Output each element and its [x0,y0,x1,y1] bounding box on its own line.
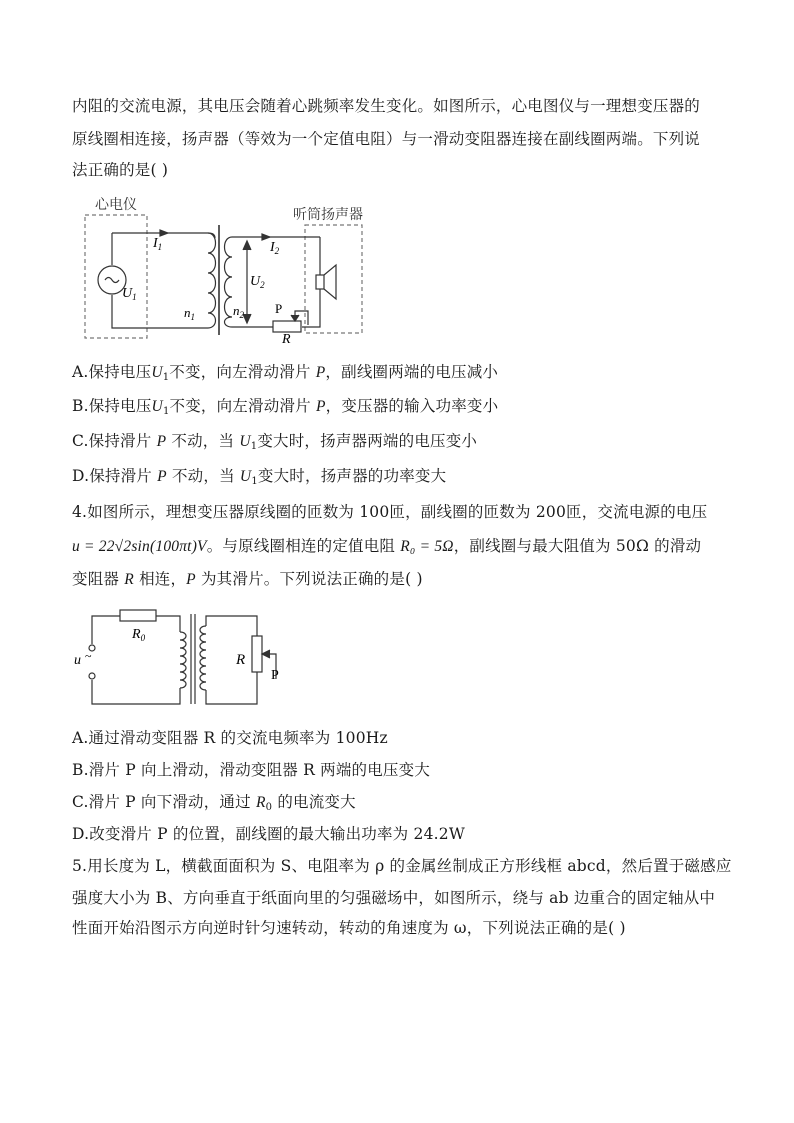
i2-label: $I_2$ [270,240,280,256]
q4-r0-value: R₀ = 5Ω [400,538,454,555]
rheostat-r-label: R [236,652,246,668]
q4-stem-line-3: 变阻器 R 相连，P 为其滑片。下列说法正确的是( ) [72,570,423,588]
speaker-label: 听筒扬声器 [293,207,363,223]
q3-stem-line-3: 法正确的是( ) [72,161,169,179]
n1-label: $n_1$ [184,305,195,322]
q4-option-c: C.滑片 P 向下滑动，通过 $R_0$ 的电流变大 [72,793,356,813]
q3-option-a: A.保持电压$U_1$不变，向左滑动滑片 P，副线圈两端的电压减小 [72,363,499,383]
q3-option-b: B.保持电压$U_1$不变，向左滑动滑片 P，变压器的输入功率变小 [72,397,499,417]
q3-circuit-figure [80,195,370,345]
i1-label: $I_1$ [153,236,163,252]
rheostat-r-label: R [282,332,291,345]
ac-source-icon: ~ [85,649,92,663]
q5-stem-line-2: 强度大小为 B、方向垂直于纸面向里的匀强磁场中，如图所示，绕与 ab 边重合的固定轴从中 [72,889,716,907]
q3-stem-line-1: 内阻的交流电源，其电压会随着心跳频率发生变化。如图所示，心电图仪与一理想变压器的 [72,97,701,115]
u-label: u [74,653,81,668]
q4-circuit-figure [72,604,302,714]
q4-option-a: A.通过滑动变阻器 R 的交流电频率为 100Hz [72,729,388,747]
q4-option-b: B.滑片 P 向上滑动，滑动变阻器 R 两端的电压变大 [72,761,431,779]
q3-option-d: D.保持滑片 P 不动，当 $U_1$变大时，扬声器的功率变大 [72,467,447,487]
q3-option-c: C.保持滑片 P 不动，当 $U_1$变大时，扬声器两端的电压变小 [72,432,478,452]
u1-label: $U_1$ [122,286,137,302]
ecg-label: 心电仪 [95,197,137,213]
slider-p-label: P [275,301,283,316]
q4-voltage-formula: u = 22√2sin(100πt)V [72,538,207,555]
q4-stem-line-1: 4.如图所示，理想变压器原线圈的匝数为 100匝，副线圈的匝数为 200匝，交流电源的电压 [72,503,708,521]
slider-p-label: P [271,668,279,683]
q3-stem-line-2: 原线圈相连接，扬声器（等效为一个定值电阻）与一滑动变阻器连接在副线圈两端。下列说 [72,130,701,148]
q5-stem-line-3: 性面开始沿图示方向逆时针匀速转动，转动的角速度为 ω，下列说法正确的是( ) [72,919,626,937]
n2-label: $n_2$ [233,303,244,320]
q5-stem-line-1: 5.用长度为 L，横截面面积为 S、电阻率为 ρ 的金属丝制成正方形线框 abcd，然后置于磁感应 [72,857,732,875]
r0-label: $R_0$ [132,627,146,643]
q4-stem-line-2: u = 22√2sin(100πt)V。与原线圈相连的定值电阻 R₀ = 5Ω，副线圈与最大阻值为 50Ω 的滑动 [72,537,702,555]
q4-option-d: D.改变滑片 P 的位置，副线圈的最大输出功率为 24.2W [72,825,465,843]
u2-label: $U_2$ [250,274,265,290]
